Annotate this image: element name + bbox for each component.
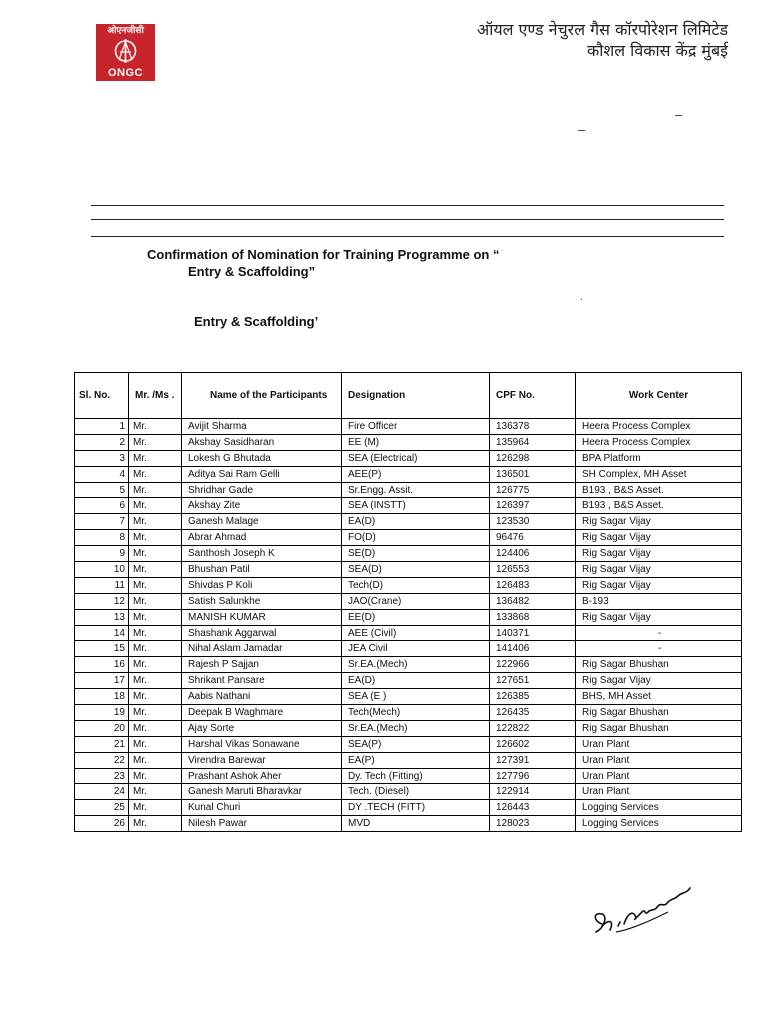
cell-cpf: 96476 — [490, 530, 576, 546]
cell-designation: EA(D) — [342, 514, 490, 530]
cell-name: Satish Salunkhe — [182, 593, 342, 609]
cell-name: Ajay Sorte — [182, 720, 342, 736]
header-designation: Designation — [342, 373, 490, 419]
cell-cpf: 127796 — [490, 768, 576, 784]
cell-designation: SEA (E ) — [342, 689, 490, 705]
cell-workcenter: B-193 — [576, 593, 742, 609]
cell-name: MANISH KUMAR — [182, 609, 342, 625]
cell-name: Nihal Aslam Jamadar — [182, 641, 342, 657]
header-mrms-label: Mr. /Ms . — [135, 389, 175, 401]
cell-slno: 15 — [75, 641, 129, 657]
cell-slno: 23 — [75, 768, 129, 784]
table-row — [75, 784, 742, 800]
table-row — [75, 530, 742, 546]
header-mrms — [129, 373, 182, 419]
cell-slno: 21 — [75, 736, 129, 752]
cell-cpf: 140371 — [490, 625, 576, 641]
cell-slno: 18 — [75, 689, 129, 705]
cell-slno: 17 — [75, 673, 129, 689]
cell-workcenter: Rig Sagar Vijay — [576, 530, 742, 546]
cell-cpf: 126298 — [490, 450, 576, 466]
cell-name: Shivdas P Koli — [182, 577, 342, 593]
cell-cpf: 126602 — [490, 736, 576, 752]
cell-name: Ganesh Malage — [182, 514, 342, 530]
company-name-hindi: ऑयल एण्ड नेचुरल गैस कॉरपोरेशन लिमिटेड — [476, 20, 728, 39]
cell-title: Mr. — [129, 625, 182, 641]
cell-title: Mr. — [129, 546, 182, 562]
cell-slno: 6 — [75, 498, 129, 514]
cell-name: Akshay Zite — [182, 498, 342, 514]
cell-slno: 12 — [75, 593, 129, 609]
cell-workcenter: Logging Services — [576, 816, 742, 832]
cell-designation: AEE(P) — [342, 466, 490, 482]
table-row — [75, 562, 742, 578]
cell-name: Deepak B Waghmare — [182, 705, 342, 721]
cell-designation: SEA (Electrical) — [342, 450, 490, 466]
cell-workcenter: Rig Sagar Vijay — [576, 562, 742, 578]
cell-workcenter: B193 , B&S Asset. — [576, 498, 742, 514]
cell-cpf: 122966 — [490, 657, 576, 673]
cell-designation: EE (M) — [342, 434, 490, 450]
cell-cpf: 127391 — [490, 752, 576, 768]
cell-cpf: 133868 — [490, 609, 576, 625]
cell-name: Bhushan Patil — [182, 562, 342, 578]
cell-designation: Dy. Tech (Fitting) — [342, 768, 490, 784]
header-workcenter: Work Center — [576, 373, 742, 419]
table-row — [75, 689, 742, 705]
cell-title: Mr. — [129, 577, 182, 593]
cell-slno: 10 — [75, 562, 129, 578]
cell-cpf: 136501 — [490, 466, 576, 482]
cell-title: Mr. — [129, 705, 182, 721]
table-row — [75, 816, 742, 832]
cell-designation: Tech(D) — [342, 577, 490, 593]
cell-designation: FO(D) — [342, 530, 490, 546]
table-row — [75, 673, 742, 689]
cell-cpf: 128023 — [490, 816, 576, 832]
cell-name: Nilesh Pawar — [182, 816, 342, 832]
cell-title: Mr. — [129, 466, 182, 482]
table-row — [75, 546, 742, 562]
table-row — [75, 625, 742, 641]
cell-designation: DY .TECH (FITT) — [342, 800, 490, 816]
table-row — [75, 593, 742, 609]
cell-workcenter: SH Complex, MH Asset — [576, 466, 742, 482]
cell-name: Akshay Sasidharan — [182, 434, 342, 450]
cell-slno: 2 — [75, 434, 129, 450]
cell-workcenter: Heera Process Complex — [576, 434, 742, 450]
table-row — [75, 720, 742, 736]
cell-designation: EA(D) — [342, 673, 490, 689]
cell-slno: 16 — [75, 657, 129, 673]
cell-workcenter: Uran Plant — [576, 768, 742, 784]
cell-designation: JEA Civil — [342, 641, 490, 657]
cell-cpf: 126775 — [490, 482, 576, 498]
header-slno: Sl. No. — [75, 373, 129, 419]
cell-workcenter: Uran Plant — [576, 784, 742, 800]
cell-name: Prashant Ashok Aher — [182, 768, 342, 784]
cell-title: Mr. — [129, 720, 182, 736]
subject-line-1: Confirmation of Nomination for Training Programme on “ — [147, 247, 500, 262]
divider-line — [91, 236, 724, 237]
cell-slno: 25 — [75, 800, 129, 816]
cell-designation: Fire Officer — [342, 419, 490, 435]
cell-designation: MVD — [342, 816, 490, 832]
cell-cpf: 126443 — [490, 800, 576, 816]
cell-slno: 19 — [75, 705, 129, 721]
cell-title: Mr. — [129, 514, 182, 530]
cell-workcenter: B193 , B&S Asset. — [576, 482, 742, 498]
cell-slno: 20 — [75, 720, 129, 736]
participants-table — [74, 372, 742, 832]
cell-cpf: 126483 — [490, 577, 576, 593]
cell-name: Avijit Sharma — [182, 419, 342, 435]
cell-cpf: 123530 — [490, 514, 576, 530]
cell-workcenter: Uran Plant — [576, 752, 742, 768]
table-row — [75, 657, 742, 673]
cell-name: Harshal Vikas Sonawane — [182, 736, 342, 752]
cell-designation: Tech. (Diesel) — [342, 784, 490, 800]
cell-designation: Tech(Mech) — [342, 705, 490, 721]
cell-title: Mr. — [129, 498, 182, 514]
cell-title: Mr. — [129, 641, 182, 657]
cell-slno: 3 — [75, 450, 129, 466]
cell-workcenter: Rig Sagar Vijay — [576, 609, 742, 625]
cell-title: Mr. — [129, 784, 182, 800]
programme-name: Entry & Scaffolding’ — [194, 314, 319, 329]
cell-slno: 13 — [75, 609, 129, 625]
cell-title: Mr. — [129, 434, 182, 450]
cell-designation: SEA (INSTT) — [342, 498, 490, 514]
cell-workcenter: Uran Plant — [576, 736, 742, 752]
cell-name: Santhosh Joseph K — [182, 546, 342, 562]
cell-name: Aditya Sai Ram Gelli — [182, 466, 342, 482]
cell-title: Mr. — [129, 593, 182, 609]
cell-cpf: 135964 — [490, 434, 576, 450]
cell-designation: SEA(D) — [342, 562, 490, 578]
cell-name: Rajesh P Sajjan — [182, 657, 342, 673]
cell-workcenter: Rig Sagar Vijay — [576, 514, 742, 530]
cell-title: Mr. — [129, 816, 182, 832]
cell-workcenter: BPA Platform — [576, 450, 742, 466]
cell-slno: 24 — [75, 784, 129, 800]
cell-name: Aabis Nathani — [182, 689, 342, 705]
cell-name: Ganesh Maruti Bharavkar — [182, 784, 342, 800]
cell-title: Mr. — [129, 800, 182, 816]
cell-workcenter: Rig Sagar Vijay — [576, 673, 742, 689]
table-row — [75, 641, 742, 657]
ongc-logo — [96, 24, 155, 81]
cell-slno: 1 — [75, 419, 129, 435]
cell-cpf: 122822 — [490, 720, 576, 736]
cell-designation: SEA(P) — [342, 736, 490, 752]
cell-name: Shridhar Gade — [182, 482, 342, 498]
table-row — [75, 768, 742, 784]
table-row — [75, 752, 742, 768]
cell-slno: 26 — [75, 816, 129, 832]
cell-cpf: 122914 — [490, 784, 576, 800]
cell-slno: 14 — [75, 625, 129, 641]
cell-title: Mr. — [129, 562, 182, 578]
cell-cpf: 136482 — [490, 593, 576, 609]
cell-slno: 5 — [75, 482, 129, 498]
cell-name: Lokesh G Bhutada — [182, 450, 342, 466]
cell-workcenter: Rig Sagar Bhushan — [576, 705, 742, 721]
table-header-row — [75, 373, 742, 419]
table-row — [75, 736, 742, 752]
cell-title: Mr. — [129, 752, 182, 768]
cell-designation: Sr.Engg. Assit. — [342, 482, 490, 498]
cell-title: Mr. — [129, 673, 182, 689]
cell-title: Mr. — [129, 419, 182, 435]
cell-designation: JAO(Crane) — [342, 593, 490, 609]
cell-title: Mr. — [129, 768, 182, 784]
cell-designation: EA(P) — [342, 752, 490, 768]
cell-workcenter: BHS, MH Asset — [576, 689, 742, 705]
table-body — [75, 419, 742, 832]
cell-slno: 8 — [75, 530, 129, 546]
cell-workcenter: Rig Sagar Bhushan — [576, 720, 742, 736]
signature — [588, 882, 700, 942]
cell-title: Mr. — [129, 530, 182, 546]
cell-cpf: 126397 — [490, 498, 576, 514]
table-row — [75, 466, 742, 482]
table-row — [75, 705, 742, 721]
cell-title: Mr. — [129, 482, 182, 498]
cell-workcenter: Rig Sagar Vijay — [576, 577, 742, 593]
cell-workcenter: Rig Sagar Bhushan — [576, 657, 742, 673]
cell-designation: SE(D) — [342, 546, 490, 562]
cell-name: Shrikant Pansare — [182, 673, 342, 689]
cell-title: Mr. — [129, 657, 182, 673]
cell-workcenter: Heera Process Complex — [576, 419, 742, 435]
table-row — [75, 498, 742, 514]
table-row — [75, 419, 742, 435]
divider-line — [91, 219, 724, 220]
cell-designation: Sr.EA.(Mech) — [342, 720, 490, 736]
cell-name: Kunal Churi — [182, 800, 342, 816]
table-row — [75, 514, 742, 530]
header-cpf: CPF No. — [490, 373, 576, 419]
table-row — [75, 450, 742, 466]
cell-cpf: 126553 — [490, 562, 576, 578]
cell-workcenter: Logging Services — [576, 800, 742, 816]
cell-slno: 7 — [75, 514, 129, 530]
table-row — [75, 577, 742, 593]
cell-title: Mr. — [129, 609, 182, 625]
cell-name: Shashank Aggarwal — [182, 625, 342, 641]
cell-cpf: 136378 — [490, 419, 576, 435]
dot-mark: . — [580, 292, 583, 303]
table-row — [75, 800, 742, 816]
cell-cpf: 127651 — [490, 673, 576, 689]
cell-title: Mr. — [129, 689, 182, 705]
cell-workcenter: - — [576, 641, 742, 657]
cell-name: Virendra Barewar — [182, 752, 342, 768]
cell-title: Mr. — [129, 736, 182, 752]
cell-workcenter: - — [576, 625, 742, 641]
table-row — [75, 482, 742, 498]
cell-cpf: 124406 — [490, 546, 576, 562]
table-row — [75, 434, 742, 450]
subject-line-2: Entry & Scaffolding” — [188, 264, 316, 279]
header-name: Name of the Participants — [182, 373, 342, 419]
cell-cpf: 141406 — [490, 641, 576, 657]
cell-name: Abrar Ahmad — [182, 530, 342, 546]
cell-cpf: 126435 — [490, 705, 576, 721]
dash-mark: – — [578, 122, 586, 137]
logo-hindi-text: ओएनजीसी — [107, 26, 144, 36]
cell-designation: AEE (Civil) — [342, 625, 490, 641]
divider-line — [91, 205, 724, 206]
cell-designation: EE(D) — [342, 609, 490, 625]
cell-workcenter: Rig Sagar Vijay — [576, 546, 742, 562]
dash-mark: – — [675, 107, 683, 122]
cell-slno: 11 — [75, 577, 129, 593]
cell-designation: Sr.EA.(Mech) — [342, 657, 490, 673]
cell-title: Mr. — [129, 450, 182, 466]
cell-slno: 4 — [75, 466, 129, 482]
cell-slno: 22 — [75, 752, 129, 768]
cell-slno: 9 — [75, 546, 129, 562]
logo-english-text: ONGC — [108, 67, 143, 79]
cell-cpf: 126385 — [490, 689, 576, 705]
table-row — [75, 609, 742, 625]
centre-name-hindi: कौशल विकास केंद्र मुंबई — [586, 41, 728, 60]
